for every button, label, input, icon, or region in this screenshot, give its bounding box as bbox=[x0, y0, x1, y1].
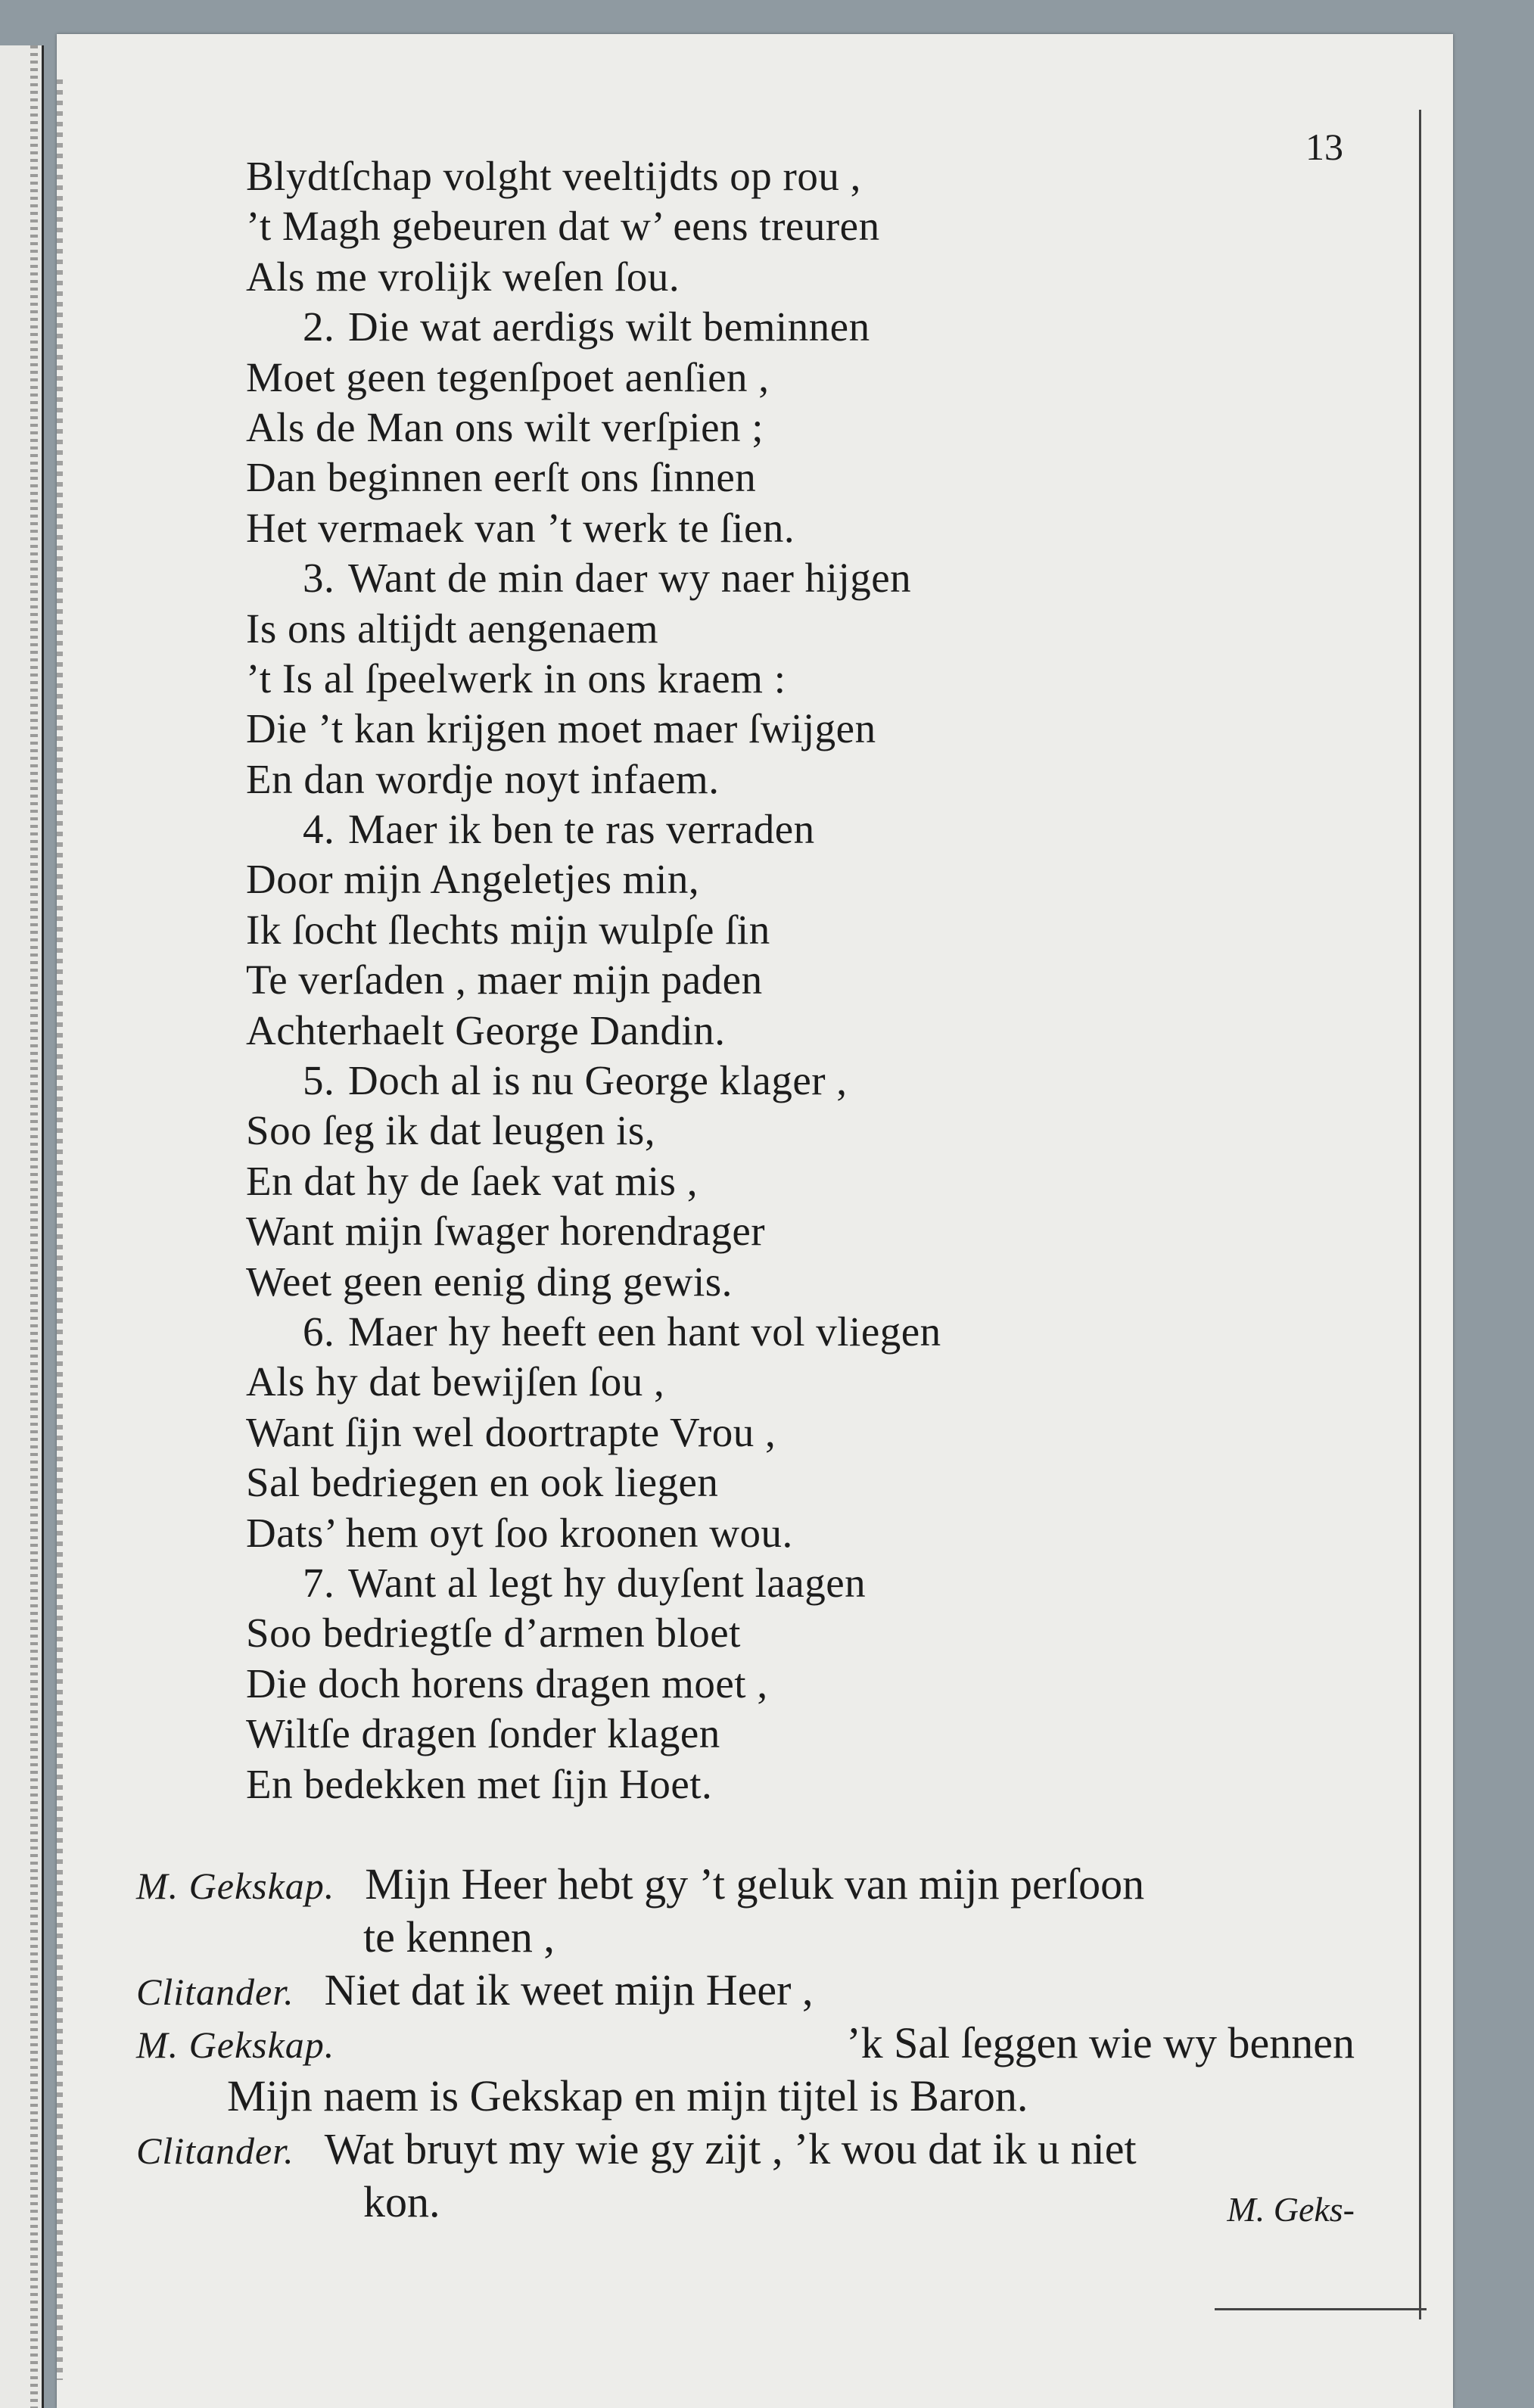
stanza-3 bbox=[246, 553, 1321, 804]
stanza-2 bbox=[246, 302, 1321, 553]
stanza-number: 2. bbox=[303, 303, 335, 350]
verse-line: Het vermaek van ’t werk te ſien. bbox=[246, 504, 795, 551]
verse-line: Dats’ hem oyt ſoo kroonen wou. bbox=[246, 1509, 793, 1556]
dialogue-line bbox=[136, 2070, 1362, 2123]
verse-line: Blydtſchap volght veeltijdts op rou , bbox=[246, 153, 861, 199]
song-verses bbox=[246, 151, 1321, 1809]
verse-line: Weet geen eenig ding gewis. bbox=[246, 1258, 733, 1305]
verse-line: En dat hy de ſaek vat mis , bbox=[246, 1157, 698, 1204]
dialogue-text: kon. bbox=[363, 2177, 440, 2226]
verse-line: Als hy dat bewijſen ſou , bbox=[246, 1358, 665, 1405]
verse-line: Wiltſe dragen ſonder klagen bbox=[246, 1710, 720, 1757]
speaker-name: Clitander. bbox=[136, 2130, 294, 2172]
verse-line-numbered bbox=[246, 1056, 1321, 1106]
page-scan-edge-right bbox=[1419, 110, 1421, 2319]
verse-line: Ik ſocht ſlechts mijn wulpſe ſin bbox=[246, 906, 770, 953]
verse-line-numbered bbox=[246, 1307, 1321, 1357]
verse-line-text: Maer ik ben te ras verraden bbox=[348, 806, 815, 853]
stanza-7 bbox=[246, 1558, 1321, 1809]
dialogue-line bbox=[136, 2176, 1362, 2229]
verse-line-text: Maer hy heeft een hant vol vliegen bbox=[348, 1308, 941, 1355]
stanza-5 bbox=[246, 1056, 1321, 1307]
verse-line: En bedekken met ſijn Hoet. bbox=[246, 1760, 713, 1807]
stanza-number: 4. bbox=[303, 806, 335, 853]
dialogue-text: Niet dat ik weet mijn Heer , bbox=[324, 1965, 814, 2014]
facing-page-texture bbox=[30, 45, 38, 2408]
facing-page-edge bbox=[0, 45, 44, 2408]
dialogue-line bbox=[136, 1964, 1362, 2017]
speaker-name: Clitander. bbox=[136, 1971, 294, 2013]
verse-line: En dan wordje noyt infaem. bbox=[246, 755, 720, 802]
dialogue-line bbox=[136, 1858, 1362, 1911]
verse-line: Want ſijn wel doortrapte Vrou , bbox=[246, 1408, 776, 1455]
stanza-number: 7. bbox=[303, 1559, 335, 1606]
dialogue-line bbox=[136, 2017, 1362, 2070]
verse-line-numbered bbox=[246, 804, 1321, 854]
verse-line: Dan beginnen eerſt ons ſinnen bbox=[246, 454, 757, 501]
verse-line: Die ’t kan krijgen moet maer ſwijgen bbox=[246, 705, 876, 752]
verse-line: Sal bedriegen en ook liegen bbox=[246, 1459, 719, 1506]
dialogue-text: Mijn Heer hebt gy ’t geluk van mijn perſoon bbox=[365, 1859, 1145, 1909]
verse-line: Moet geen tegenſpoet aenſien , bbox=[246, 353, 770, 400]
verse-line: ’t Is al ſpeelwerk in ons kraem : bbox=[246, 655, 786, 702]
dialogue-text: Wat bruyt my wie gy zijt , ’k wou dat ik u niet bbox=[324, 2124, 1137, 2173]
verse-line-numbered bbox=[246, 302, 1321, 352]
stanza-4 bbox=[246, 804, 1321, 1056]
verse-line-text: Want al legt hy duyſent laagen bbox=[348, 1559, 867, 1606]
page-bottom-rule bbox=[1215, 2308, 1427, 2310]
verse-line: ’t Magh gebeuren dat w’ eens treuren bbox=[246, 203, 880, 250]
verse-line-numbered bbox=[246, 1558, 1321, 1608]
page-number: 13 bbox=[1305, 126, 1343, 168]
dialogue-text: te kennen , bbox=[363, 1912, 555, 1962]
verse-line: Door mijn Angeletjes min, bbox=[246, 856, 700, 903]
verse-line: Als me vrolijk weſen ſou. bbox=[246, 253, 680, 300]
stanza-number: 6. bbox=[303, 1308, 335, 1355]
dialogue-text: ’k Sal ſeggen wie wy bennen bbox=[846, 2018, 1355, 2067]
stanza-1 bbox=[246, 151, 1321, 302]
verse-line: Is ons altijdt aengenaem bbox=[246, 605, 659, 652]
dialogue-line bbox=[136, 2123, 1362, 2176]
verse-line-text: Die wat aerdigs wilt beminnen bbox=[348, 303, 870, 350]
verse-line: Te verſaden , maer mijn paden bbox=[246, 957, 763, 1003]
verse-line-numbered bbox=[246, 553, 1321, 603]
stanza-6 bbox=[246, 1307, 1321, 1558]
verse-line: Soo ſeg ik dat leugen is, bbox=[246, 1107, 656, 1154]
verse-line-text: Doch al is nu George klager , bbox=[348, 1057, 848, 1104]
speaker-name: M. Gekskap. bbox=[136, 1865, 335, 1907]
catchword: M. Geks- bbox=[1227, 2190, 1355, 2229]
stanza-number: 3. bbox=[303, 555, 335, 602]
verse-line: Soo bedriegtſe d’armen bloet bbox=[246, 1610, 741, 1657]
stanza-number: 5. bbox=[303, 1057, 335, 1104]
verse-line: Want mijn ſwager horendrager bbox=[246, 1208, 766, 1255]
verse-line-text: Want de min daer wy naer hijgen bbox=[348, 555, 912, 602]
page-scan-edge-left bbox=[57, 79, 63, 2380]
verse-line: Achterhaelt George Dandin. bbox=[246, 1006, 726, 1053]
dialogue-block bbox=[136, 1858, 1362, 2229]
speaker-name: M. Gekskap. bbox=[136, 2024, 335, 2066]
dialogue-text: Mijn naem is Gekskap en mijn tijtel is Baron. bbox=[227, 2071, 1028, 2120]
verse-line: Die doch horens dragen moet , bbox=[246, 1660, 768, 1706]
verse-line: Als de Man ons wilt verſpien ; bbox=[246, 403, 764, 450]
dialogue-line bbox=[136, 1911, 1362, 1964]
